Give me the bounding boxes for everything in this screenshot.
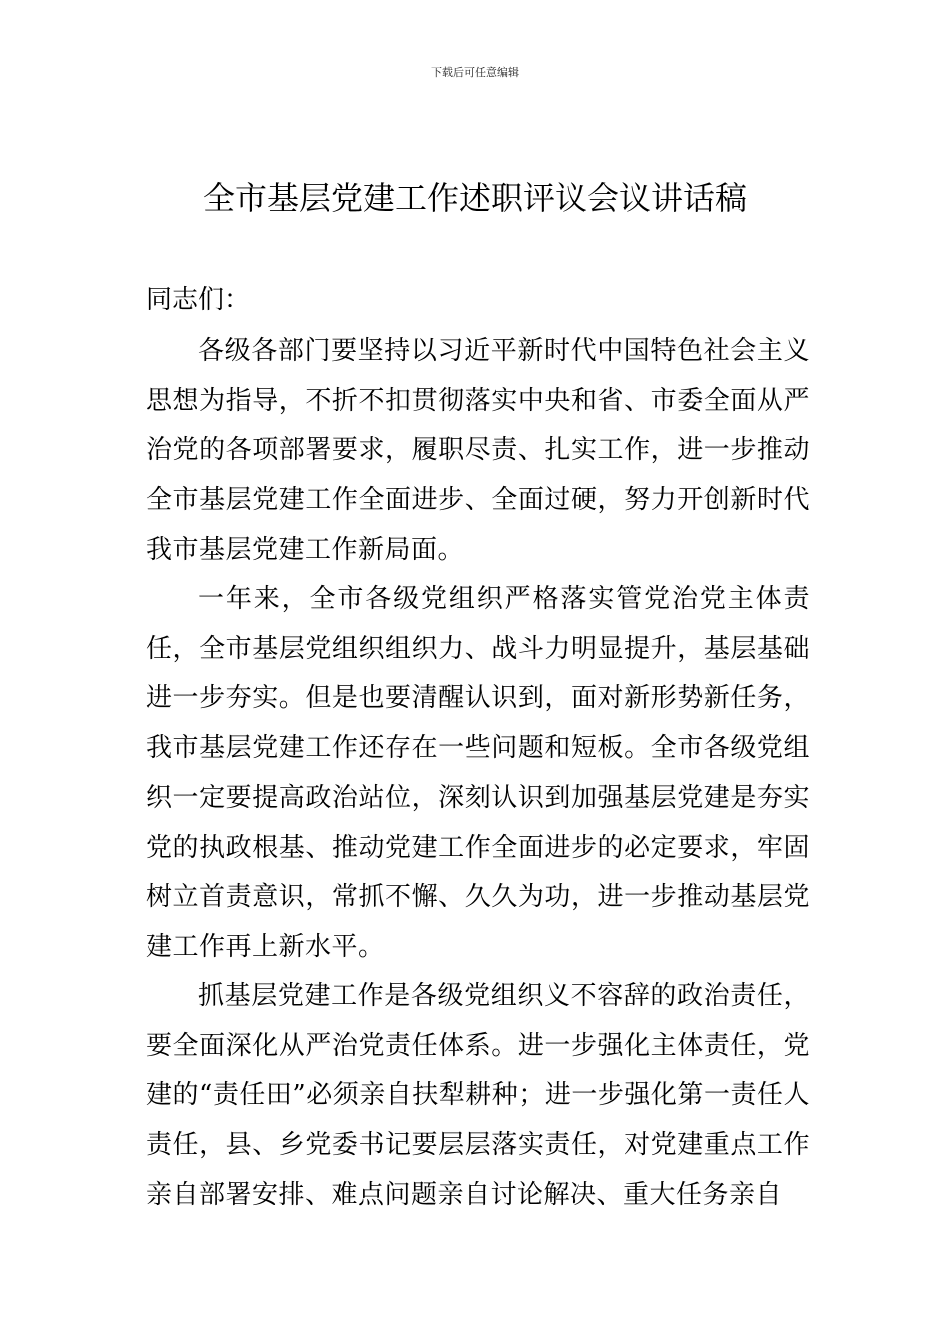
body-paragraph-2: 一年来，全市各级党组织严格落实管党治党主体责任，全市基层党组织组织力、战斗力明显提升，基层基础进一步夯实。但是也要清醒认识到，面对新形势新任务，我市基层党建工作还存在一些问题和短板。全市各级党组织一定要提高政治站位，深刻认识到加强基层党建是夯实党的执政根基、推动党建工作全面进步的必定要求，牢固树立首责意识，常抓不懈、久久为功，进一步推动基层党建工作再上新水平。 <box>146 584 810 962</box>
page-header: 下载后可任意编辑 <box>431 66 519 79</box>
body-paragraph-1: 各级各部门要坚持以习近平新时代中国特色社会主义思想为指导，不折不扣贯彻落实中央和省、市委全面从严治党的各项部署要求，履职尽责、扎实工作，进一步推动全市基层党建工作全面进步、全面过硬，努力开创新时代我市基层党建工作新局面。 <box>146 336 810 565</box>
body-paragraph-3: 抓基层党建工作是各级党组织义不容辞的政治责任，要全面深化从严治党责任体系。进一步强化主体责任，党建的“责任田”必须亲自扶犁耕种；进一步强化第一责任人责任，县、乡党委书记要层层落实责任，对党建重点工作亲自部署安排、难点问题亲自讨论解决、重大任务亲自 <box>146 981 810 1210</box>
salutation: 同志们： <box>146 285 251 315</box>
document-title: 全市基层党建工作述职评议会议讲话稿 <box>202 179 747 217</box>
